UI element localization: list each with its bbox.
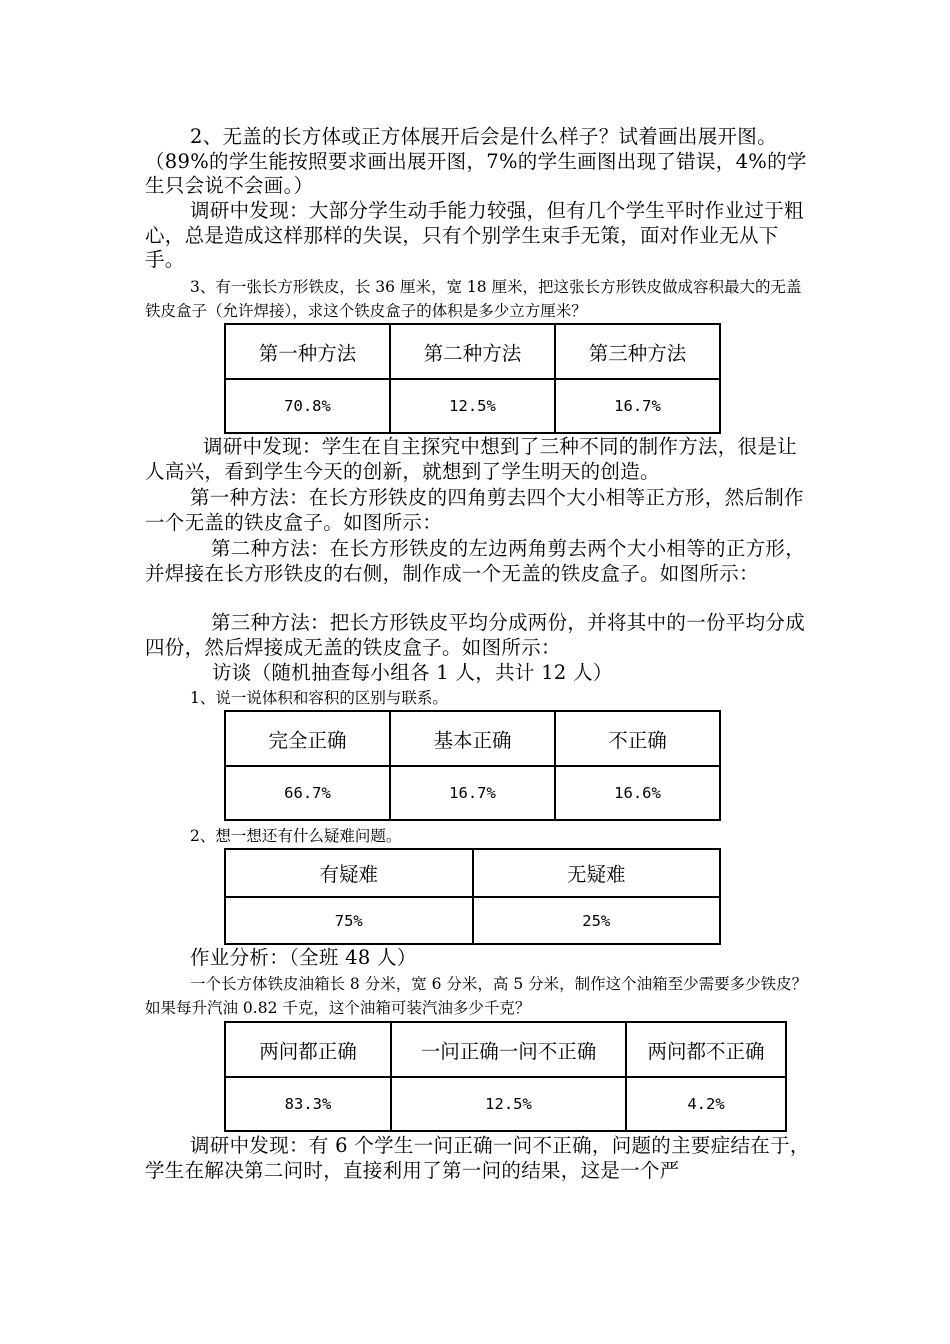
q3-method2: 第二种方法：在长方形铁皮的左边两角剪去两个大小相等的正方形，并焊接在长方形铁皮的右侧，制作成一个无盖的铁皮盒子。如图所示：	[145, 537, 806, 585]
table-value-cell: 83.3%	[225, 1077, 391, 1131]
table-value-cell: 75%	[225, 897, 473, 944]
q3-method1: 第一种方法：在长方形铁皮的四角剪去四个大小相等正方形，然后制作一个无盖的铁皮盒子。如图所示：	[145, 486, 804, 534]
table-value-cell: 16.6%	[555, 766, 720, 820]
table-header-cell: 不正确	[555, 711, 720, 766]
q3-method3: 第三种方法：把长方形铁皮平均分成两份，并将其中的一份平均分成四份，然后焊接成无盖的铁皮盒子。如图所示：	[145, 611, 806, 659]
table-value-cell: 25%	[473, 897, 721, 944]
homework-problem: 一个长方体铁皮油箱长 8 分米，宽 6 分米，高 5 分米，制作这个油箱至少需要多少铁皮？如果每升汽油 0.82 千克，这个油箱可装汽油多少千克？	[145, 975, 808, 1017]
table-value-cell: 12.5%	[391, 1077, 626, 1131]
table-value-cell: 12.5%	[390, 379, 555, 433]
interview-q1-table	[224, 710, 721, 821]
table-header-cell: 第一种方法	[225, 324, 390, 379]
table-value-cell: 70.8%	[225, 379, 390, 433]
table-header-cell: 第二种方法	[390, 324, 555, 379]
q3-paragraph: 3、有一张长方形铁皮，长 36 厘米，宽 18 厘米，把这张长方形铁皮做成容积最大的无盖铁皮盒子（允许焊接），求这个铁皮盒子的体积是多少立方厘米？	[145, 278, 802, 320]
table-value-cell: 66.7%	[225, 766, 390, 820]
homework-finding: 调研中发现：有 6 个学生一问正确一问不正确，问题的主要症结在于，学生在解决第二问时，直接利用了第一问的结果，这是一个严	[145, 1134, 810, 1182]
interview-q1-text: 1、说一说体积和容积的区别与联系。	[190, 689, 448, 707]
q3-results-table	[224, 323, 721, 434]
homework-results-table	[224, 1021, 787, 1132]
homework-title: 作业分析：（全班 48 人）	[190, 946, 417, 969]
table-header-cell: 完全正确	[225, 711, 390, 766]
table-header-cell: 一问正确一问不正确	[391, 1022, 626, 1077]
table-value-cell: 16.7%	[555, 379, 720, 433]
table-header-cell: 有疑难	[225, 849, 473, 897]
q2-finding: 调研中发现：大部分学生动手能力较强，但有几个学生平时作业过于粗心，总是造成这样那样的失误，只有个别学生束手无策，面对作业无从下手。	[145, 199, 804, 271]
interview-title: 访谈（随机抽查每小组各 1 人，共计 12 人）	[212, 661, 613, 684]
q2-paragraph: 2、无盖的长方体或正方体展开后会是什么样子？试着画出展开图。（89%的学生能按照要求画出展开图，7%的学生画图出现了错误，4%的学生只会说不会画。）	[145, 125, 807, 197]
table-header-cell: 基本正确	[390, 711, 555, 766]
table-header-cell: 两问都不正确	[626, 1022, 786, 1077]
interview-q2-text: 2、想一想还有什么疑难问题。	[190, 827, 402, 845]
table-value-cell: 4.2%	[626, 1077, 786, 1131]
table-header-cell: 无疑难	[473, 849, 721, 897]
table-header-cell: 两问都正确	[225, 1022, 391, 1077]
table-value-cell: 16.7%	[390, 766, 555, 820]
interview-q2-table	[224, 848, 721, 945]
table-header-cell: 第三种方法	[555, 324, 720, 379]
q3-finding: 调研中发现：学生在自主探究中想到了三种不同的制作方法，很是让人高兴，看到学生今天的创新，就想到了学生明天的创造。	[145, 435, 798, 483]
